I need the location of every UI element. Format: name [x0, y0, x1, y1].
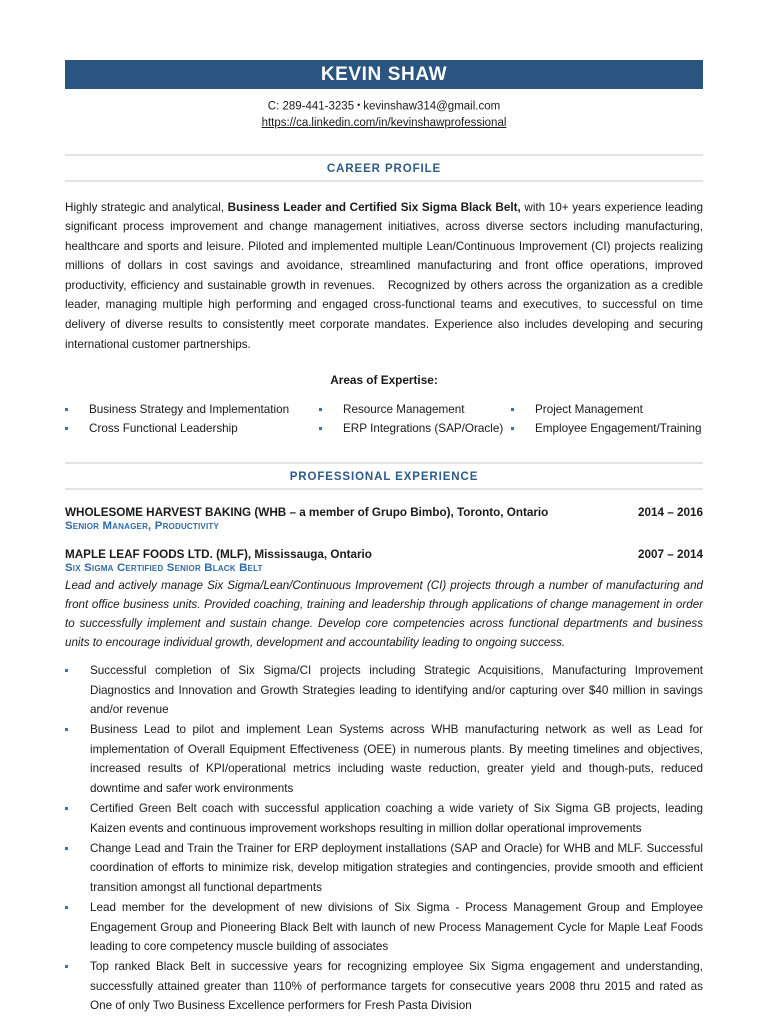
list-item-text: Lead member for the development of new divisions of Six Sigma - Process Management Group and Employee Engagement Group and Pioneering Black Belt with launch of new Process Management Cycle for Maple Leaf Foods leading to core competency muscle building of associates	[90, 901, 703, 953]
expertise-item-label: ERP Integrations (SAP/Oracle)	[343, 422, 504, 436]
profile-text-rest: with 10+ years experience leading significant process improvement and change management initiatives, across diverse sectors including manufacturing, healthcare and sports and leisure. Piloted and implemented multiple Lean/Continuous Improvement (CI) projects realizing millions of dollars in cost savings and avoidance, streamlined manufacturing and front office operations, improved productivity, efficiency and sustainable growth in revenues. Recognized by others across the organization as a credible leader, managing multiple high performing and engaged cross-functional teams and executives, to successful on time delivery of diverse results to consistently meet corporate mandates. Experience also includes developing and securing international customer partnerships.	[65, 200, 703, 351]
email-address[interactable]: kevinshaw314@gmail.com	[363, 100, 501, 113]
job-description: Lead and actively manage Six Sigma/Lean/Continuous Improvement (CI) projects through a number of manufacturing and front office business units. Provided coaching, training and leadership through applications of change management in order to successfully implement and sustain change. Develop core competencies across functional departments and business units to encourage individual growth, development and accountability leading to ongoing success.	[65, 579, 703, 650]
job-company: WHOLESOME HARVEST BAKING (WHB – a member of Grupo Bimbo), Toronto, Ontario	[65, 506, 549, 520]
phone-number: C: 289-441-3235	[267, 100, 355, 113]
square-bullet-icon	[511, 408, 514, 411]
square-bullet-icon	[65, 807, 68, 810]
expertise-item-label: Employee Engagement/Training	[535, 422, 702, 436]
square-bullet-icon	[65, 965, 68, 968]
section-title: PROFESSIONAL EXPERIENCE	[289, 471, 479, 484]
list-item-text: Certified Green Belt coach with successful application coaching a wide variety of Six Sigma GB projects, leading Kaizen events and continuous improvement workshops resulting in million dollar operational improvements	[90, 802, 703, 835]
square-bullet-icon	[65, 669, 68, 672]
list-item	[65, 799, 703, 838]
expertise-item	[511, 401, 703, 420]
contact-line-2	[65, 115, 703, 131]
contact-block	[65, 97, 703, 131]
expertise-item-label: Resource Management	[343, 403, 465, 417]
list-item	[65, 839, 703, 897]
section-title: CAREER PROFILE	[326, 162, 442, 175]
job-company: MAPLE LEAF FOODS LTD. (MLF), Mississauga, Ontario	[65, 548, 372, 562]
list-item-text: Top ranked Black Belt in successive years for recognizing employee Six Sigma engagement and understanding, successfully attained greater than 110% of performance targets for consecutive years 2008 thru 2015 and rated as One of only Two Business Excellence performers for Fresh Pasta Division	[90, 960, 703, 1013]
candidate-name: KEVIN SHAW	[320, 63, 448, 85]
expertise-title: Areas of Expertise:	[330, 373, 438, 388]
list-item	[65, 957, 703, 1015]
profile-text-emphasis: Business Leader and Certified Six Sigma Black Belt,	[227, 200, 521, 214]
job-entry	[65, 506, 703, 532]
list-item-text: Successful completion of Six Sigma/CI projects including Strategic Acquisitions, Manufacturing Improvement Diagnostics and Innovation and Growth Strategies leading to identifying and/or capturing over $40 million in savings and/or revenue	[90, 664, 703, 717]
square-bullet-icon	[319, 408, 322, 411]
linkedin-url[interactable]: https://ca.linkedin.com/in/kevinshawprofessional	[261, 116, 507, 129]
expertise-item-label: Business Strategy and Implementation	[89, 403, 290, 417]
list-item-text: Change Lead and Train the Trainer for ERP deployment installations (SAP and Oracle) for WHB and MLF. Successful coordination of efforts to minimize risk, develop mitigation strategies and contingencies, provide smooth and efficient transition amongst all functional departments	[90, 841, 703, 894]
job-dates: 2014 – 2016	[638, 506, 703, 520]
list-item	[65, 661, 703, 719]
job-dates: 2007 – 2014	[638, 548, 703, 562]
job-entry	[65, 548, 703, 652]
square-bullet-icon	[65, 847, 68, 850]
resume-content	[65, 0, 703, 1017]
expertise-item-label: Cross Functional Leadership	[89, 422, 238, 436]
profile-text-lead: Highly strategic and analytical,	[65, 200, 228, 214]
square-bullet-icon	[319, 427, 322, 430]
name-banner	[65, 60, 703, 89]
section-header-career-profile	[65, 154, 703, 182]
job-title: Six Sigma Certified Senior Black Belt	[65, 562, 263, 575]
expertise-item	[319, 401, 511, 420]
square-bullet-icon	[511, 427, 514, 430]
job-title: Senior Manager, Productivity	[65, 520, 220, 533]
job-header-row	[65, 506, 703, 519]
contact-separator: •	[357, 100, 361, 110]
section-header-professional-experience	[65, 462, 703, 490]
list-item-text: Business Lead to pilot and implement Lean Systems across WHB manufacturing network as well as Lead for implementation of Overall Equipment Effectiveness (OEE) in numerous plants. By meeting timelines and objectives, increased results of KPI/operational metrics including waste reduction, greater yield and though-puts, reduced downtime and safer work environments	[90, 723, 703, 795]
square-bullet-icon	[65, 427, 68, 430]
expertise-item-label: Project Management	[535, 403, 643, 417]
contact-line-1	[65, 97, 703, 115]
achievement-list	[65, 661, 703, 1015]
expertise-item	[65, 420, 319, 439]
list-item	[65, 720, 703, 798]
expertise-item	[511, 420, 703, 439]
square-bullet-icon	[65, 408, 68, 411]
career-profile-paragraph	[65, 198, 703, 355]
expertise-grid	[65, 401, 703, 439]
square-bullet-icon	[65, 906, 68, 909]
expertise-item	[65, 401, 319, 420]
job-header-row	[65, 548, 703, 561]
square-bullet-icon	[65, 728, 68, 731]
expertise-item	[319, 420, 511, 439]
list-item	[65, 898, 703, 956]
